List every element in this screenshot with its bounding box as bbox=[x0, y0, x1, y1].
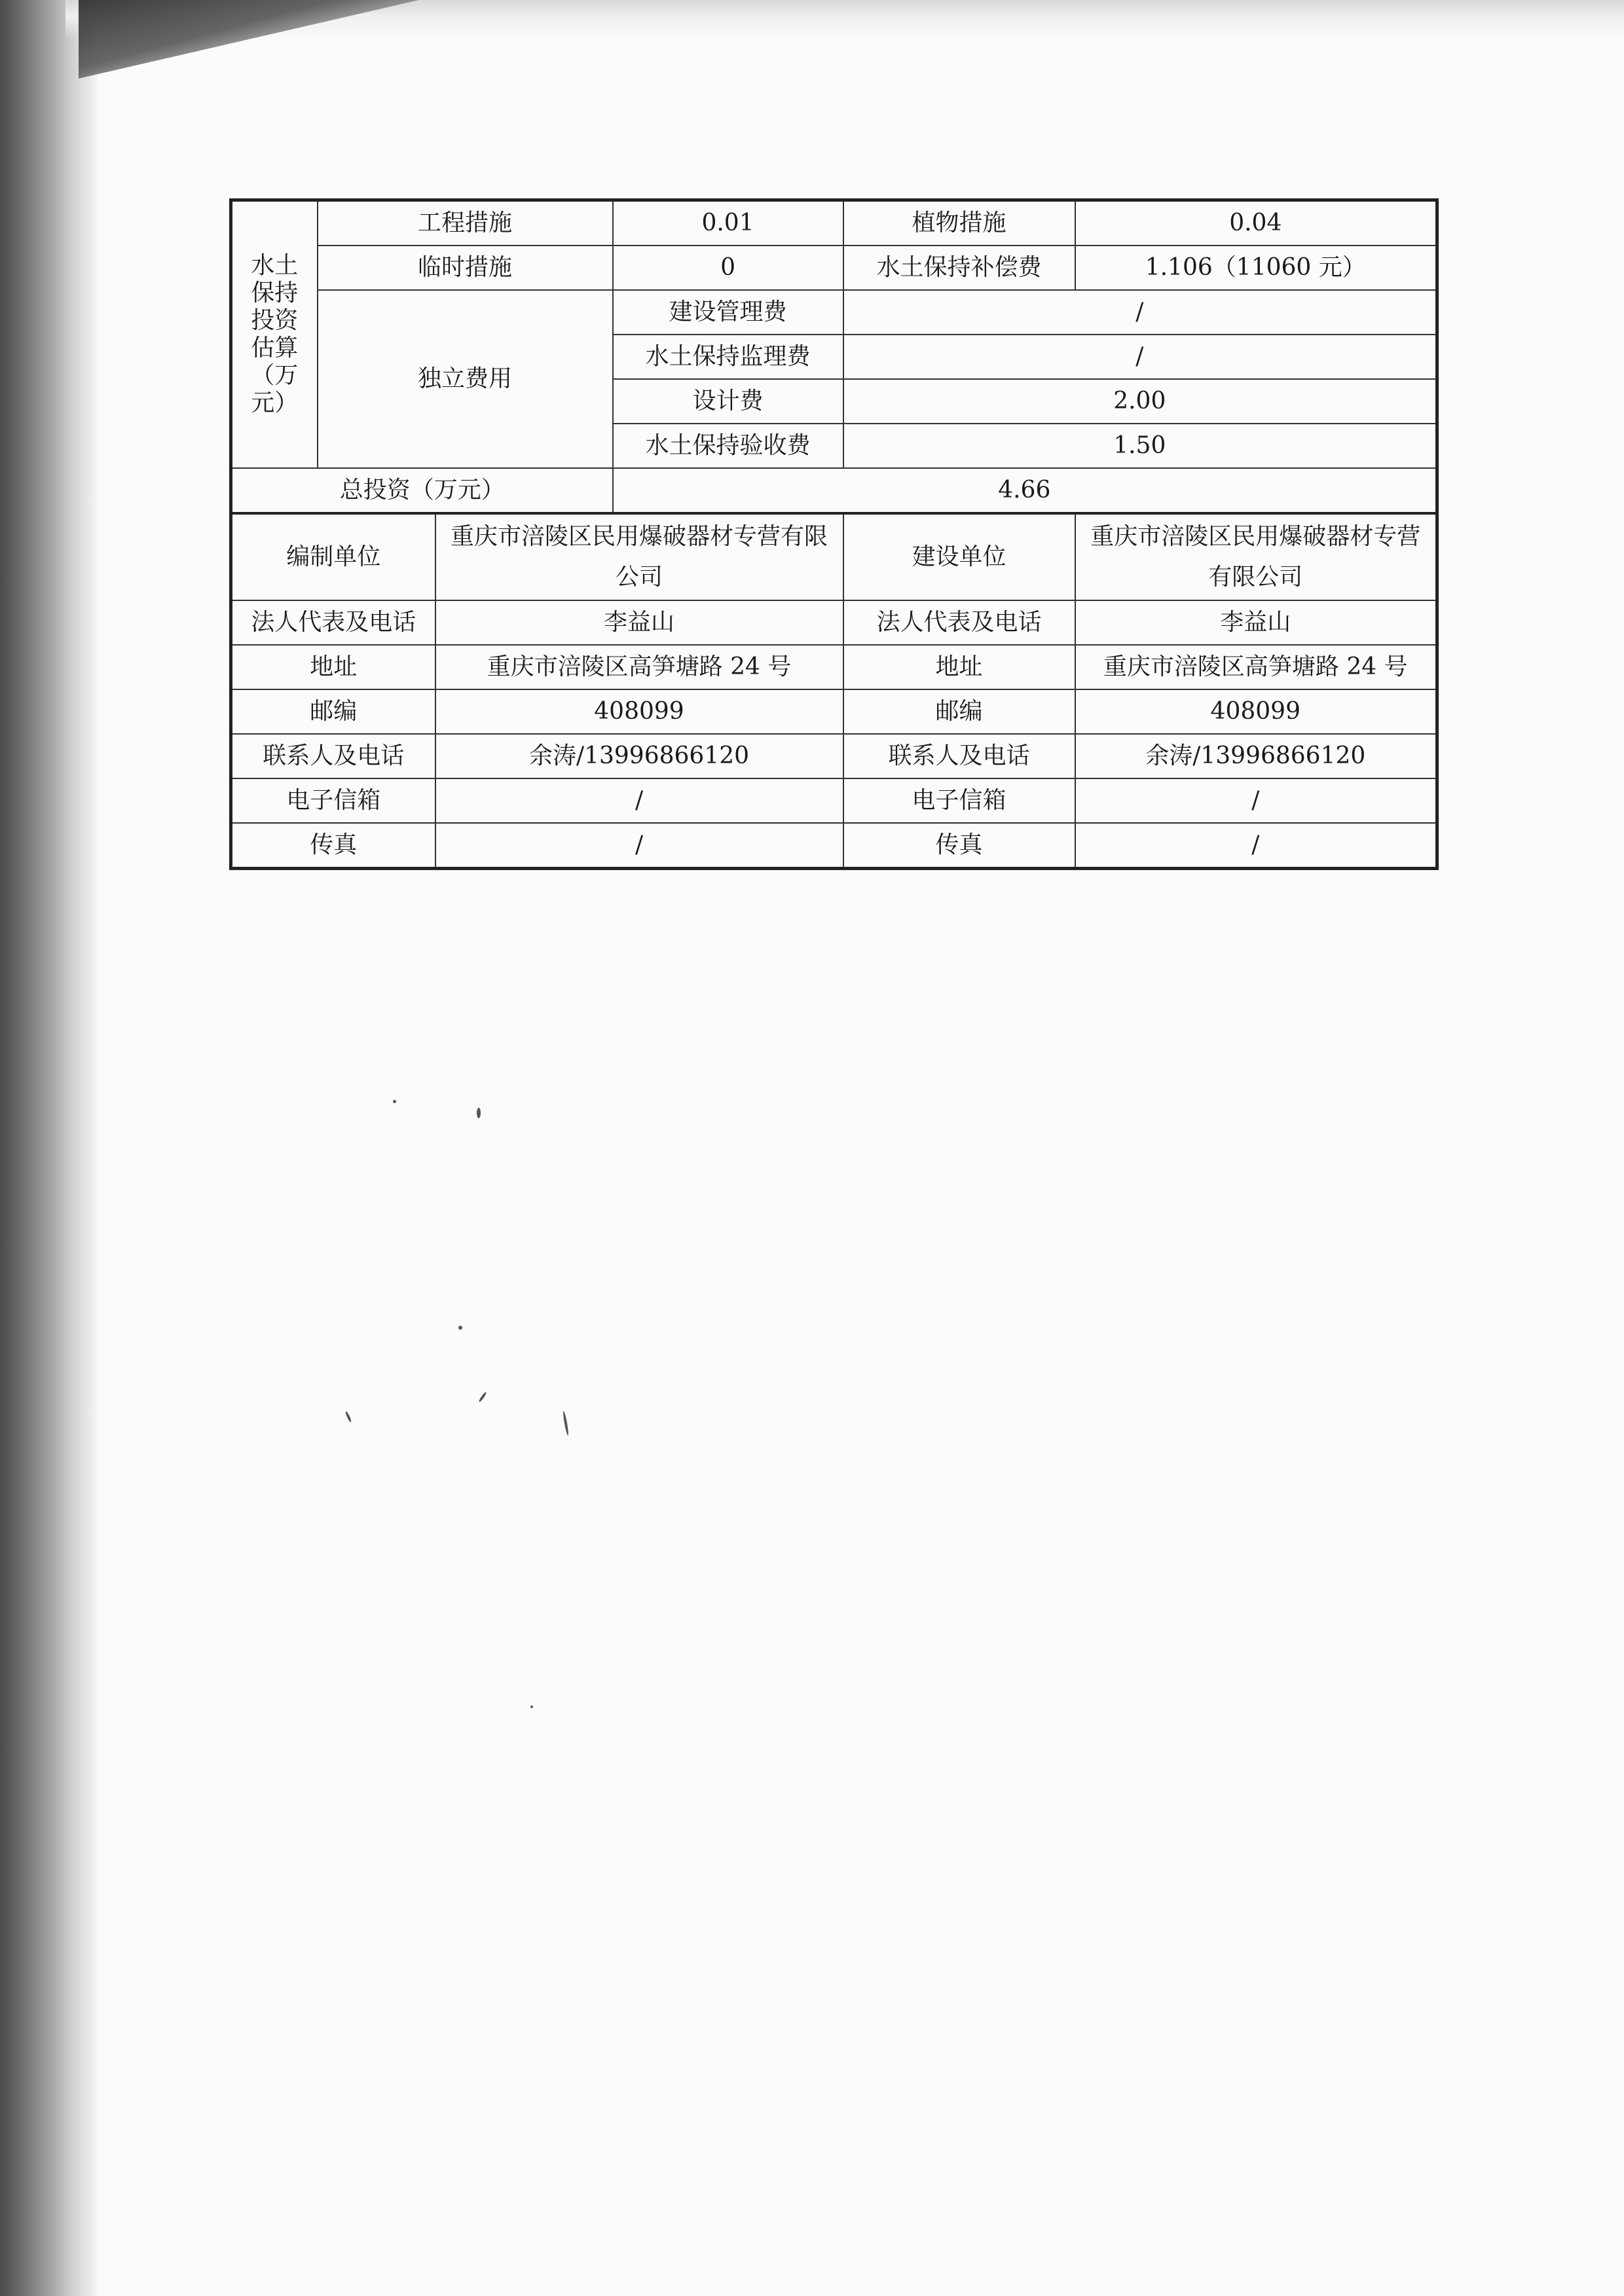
binding-shadow bbox=[0, 0, 98, 2296]
table-row bbox=[231, 513, 1437, 600]
fax-label: 传真 bbox=[843, 823, 1075, 869]
table-row bbox=[231, 778, 1437, 823]
independent-item-value: 1.50 bbox=[843, 424, 1437, 468]
scan-speck bbox=[530, 1705, 533, 1708]
legal-rep-value: 李益山 bbox=[1075, 600, 1437, 645]
independent-item-label: 水土保持监理费 bbox=[613, 335, 843, 379]
scan-speck bbox=[393, 1100, 396, 1103]
engineering-measures-label: 工程措施 bbox=[318, 200, 613, 246]
engineering-measures-value: 0.01 bbox=[613, 200, 843, 246]
contact-value: 余涛/13996866120 bbox=[1075, 734, 1437, 778]
address-label: 地址 bbox=[843, 645, 1075, 689]
compensation-fee-value: 1.106（11060 元） bbox=[1075, 246, 1437, 290]
contact-label: 联系人及电话 bbox=[231, 734, 435, 778]
compiler-label: 编制单位 bbox=[231, 513, 435, 600]
table-row bbox=[231, 468, 1437, 513]
temporary-measures-label: 临时措施 bbox=[318, 246, 613, 290]
table-row bbox=[231, 645, 1437, 689]
legal-rep-value: 李益山 bbox=[435, 600, 843, 645]
postcode-label: 邮编 bbox=[843, 689, 1075, 734]
email-value: / bbox=[1075, 778, 1437, 823]
fax-label: 传真 bbox=[231, 823, 435, 869]
independent-item-label: 建设管理费 bbox=[613, 290, 843, 335]
project-info-table bbox=[229, 198, 1439, 870]
compiler-value: 重庆市涪陵区民用爆破器材专营有限公司 bbox=[435, 513, 843, 600]
table-row bbox=[231, 734, 1437, 778]
email-label: 电子信箱 bbox=[231, 778, 435, 823]
legal-rep-label: 法人代表及电话 bbox=[843, 600, 1075, 645]
postcode-value: 408099 bbox=[1075, 689, 1437, 734]
table-row bbox=[231, 200, 1437, 246]
postcode-value: 408099 bbox=[435, 689, 843, 734]
plant-measures-label: 植物措施 bbox=[843, 200, 1075, 246]
builder-label: 建设单位 bbox=[843, 513, 1075, 600]
compensation-fee-label: 水土保持补偿费 bbox=[843, 246, 1075, 290]
contact-value: 余涛/13996866120 bbox=[435, 734, 843, 778]
independent-cost-label: 独立费用 bbox=[318, 290, 613, 468]
address-value: 重庆市涪陵区高笋塘路 24 号 bbox=[435, 645, 843, 689]
table-row bbox=[231, 246, 1437, 290]
postcode-label: 邮编 bbox=[231, 689, 435, 734]
table-row bbox=[231, 823, 1437, 869]
scan-speck bbox=[458, 1326, 462, 1330]
table-row bbox=[231, 689, 1437, 734]
email-value: / bbox=[435, 778, 843, 823]
fax-value: / bbox=[1075, 823, 1437, 869]
independent-item-label: 设计费 bbox=[613, 379, 843, 424]
total-investment-label: 总投资（万元） bbox=[231, 468, 613, 513]
independent-item-label: 水土保持验收费 bbox=[613, 424, 843, 468]
contact-label: 联系人及电话 bbox=[843, 734, 1075, 778]
address-value: 重庆市涪陵区高笋塘路 24 号 bbox=[1075, 645, 1437, 689]
email-label: 电子信箱 bbox=[843, 778, 1075, 823]
table-row bbox=[231, 600, 1437, 645]
temporary-measures-value: 0 bbox=[613, 246, 843, 290]
builder-value: 重庆市涪陵区民用爆破器材专营有限公司 bbox=[1075, 513, 1437, 600]
independent-item-value: / bbox=[843, 290, 1437, 335]
plant-measures-value: 0.04 bbox=[1075, 200, 1437, 246]
fax-value: / bbox=[435, 823, 843, 869]
investment-side-label: 水土保持投资估算（万元） bbox=[231, 200, 318, 469]
address-label: 地址 bbox=[231, 645, 435, 689]
total-investment-value: 4.66 bbox=[613, 468, 1437, 513]
independent-item-value: 2.00 bbox=[843, 379, 1437, 424]
legal-rep-label: 法人代表及电话 bbox=[231, 600, 435, 645]
table-row bbox=[231, 290, 1437, 335]
independent-item-value: / bbox=[843, 335, 1437, 379]
scan-speck bbox=[477, 1108, 481, 1118]
